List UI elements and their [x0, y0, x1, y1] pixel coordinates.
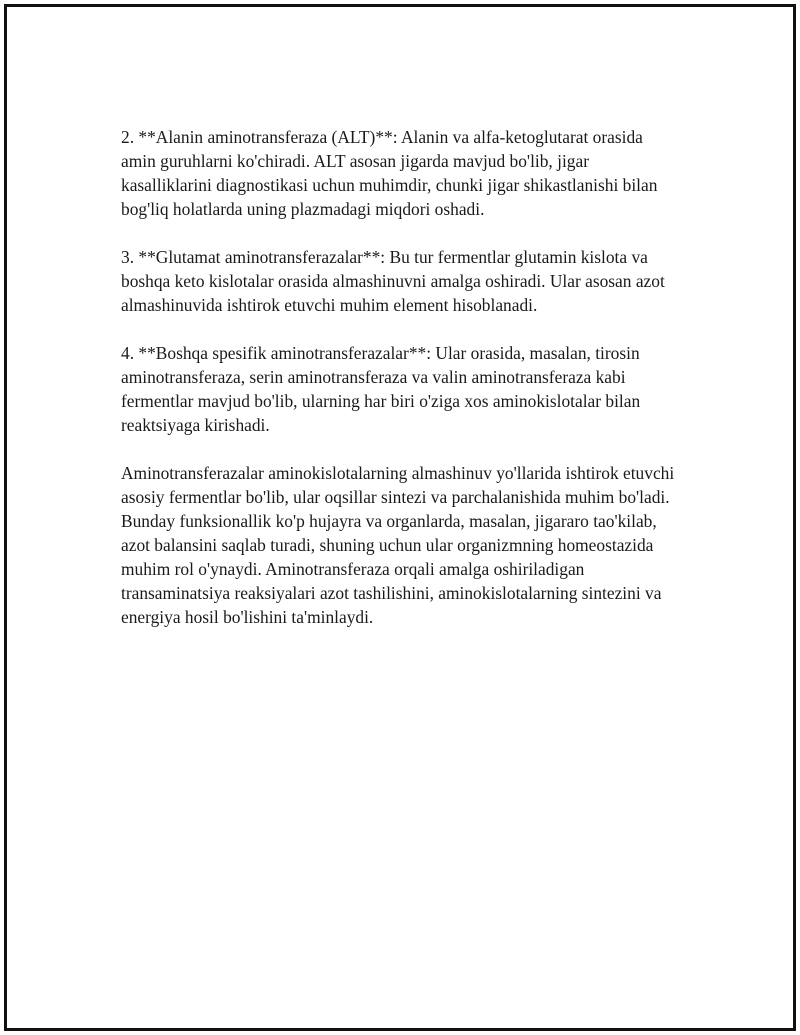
paragraph-glutamate: 3. **Glutamat aminotransferazalar**: Bu tur fermentlar glutamin kislota va boshqa keto kislotalar orasida almashinuvni amalga oshiradi. Ular asosan azot almashinuvida ishtirok etuvchi muhim element hisoblanadi.	[121, 247, 665, 315]
paragraph-alt: 2. **Alanin aminotransferaza (ALT)**: Alanin va alfa-ketoglutarat orasida amin guruhlarni ko'chiradi. ALT asosan jigarda mavjud bo'lib, jigar kasalliklarini diagnostikasi uchun muhimdir, chunki jigar shikastlanishi bilan bog'liq holatlarda uning plazmadagi miqdori oshadi.	[121, 127, 658, 219]
paragraph-summary: Aminotransferazalar aminokislotalarning almashinuv yo'llarida ishtirok etuvchi asosiy fermentlar bo'lib, ular oqsillar sintezi va parchalanishida muhim bo'ladi. Bunday funksionallik ko'p hujayra va organlarda, masalan, jigararo tao'kilab, azot balansini saqlab turadi, shuning uchun ular organizmning homeostazida muhim rol o'ynaydi. Aminotransferaza orqali amalga oshiriladigan transaminatsiya reaksiyalari azot tashilishini, aminokislotalarning sintezini va energiya hosil bo'lishini ta'minlaydi.	[121, 463, 675, 627]
page-frame	[4, 4, 796, 1031]
document-body	[121, 125, 681, 629]
paragraph-other-specific: 4. **Boshqa spesifik aminotransferazalar**: Ular orasida, masalan, tirosin aminotransferaza, serin aminotransferaza va valin aminotransferaza kabi fermentlar mavjud bo'lib, ularning har biri o'ziga xos aminokislotalar bilan reaktsiyaga kirishadi.	[121, 343, 641, 435]
